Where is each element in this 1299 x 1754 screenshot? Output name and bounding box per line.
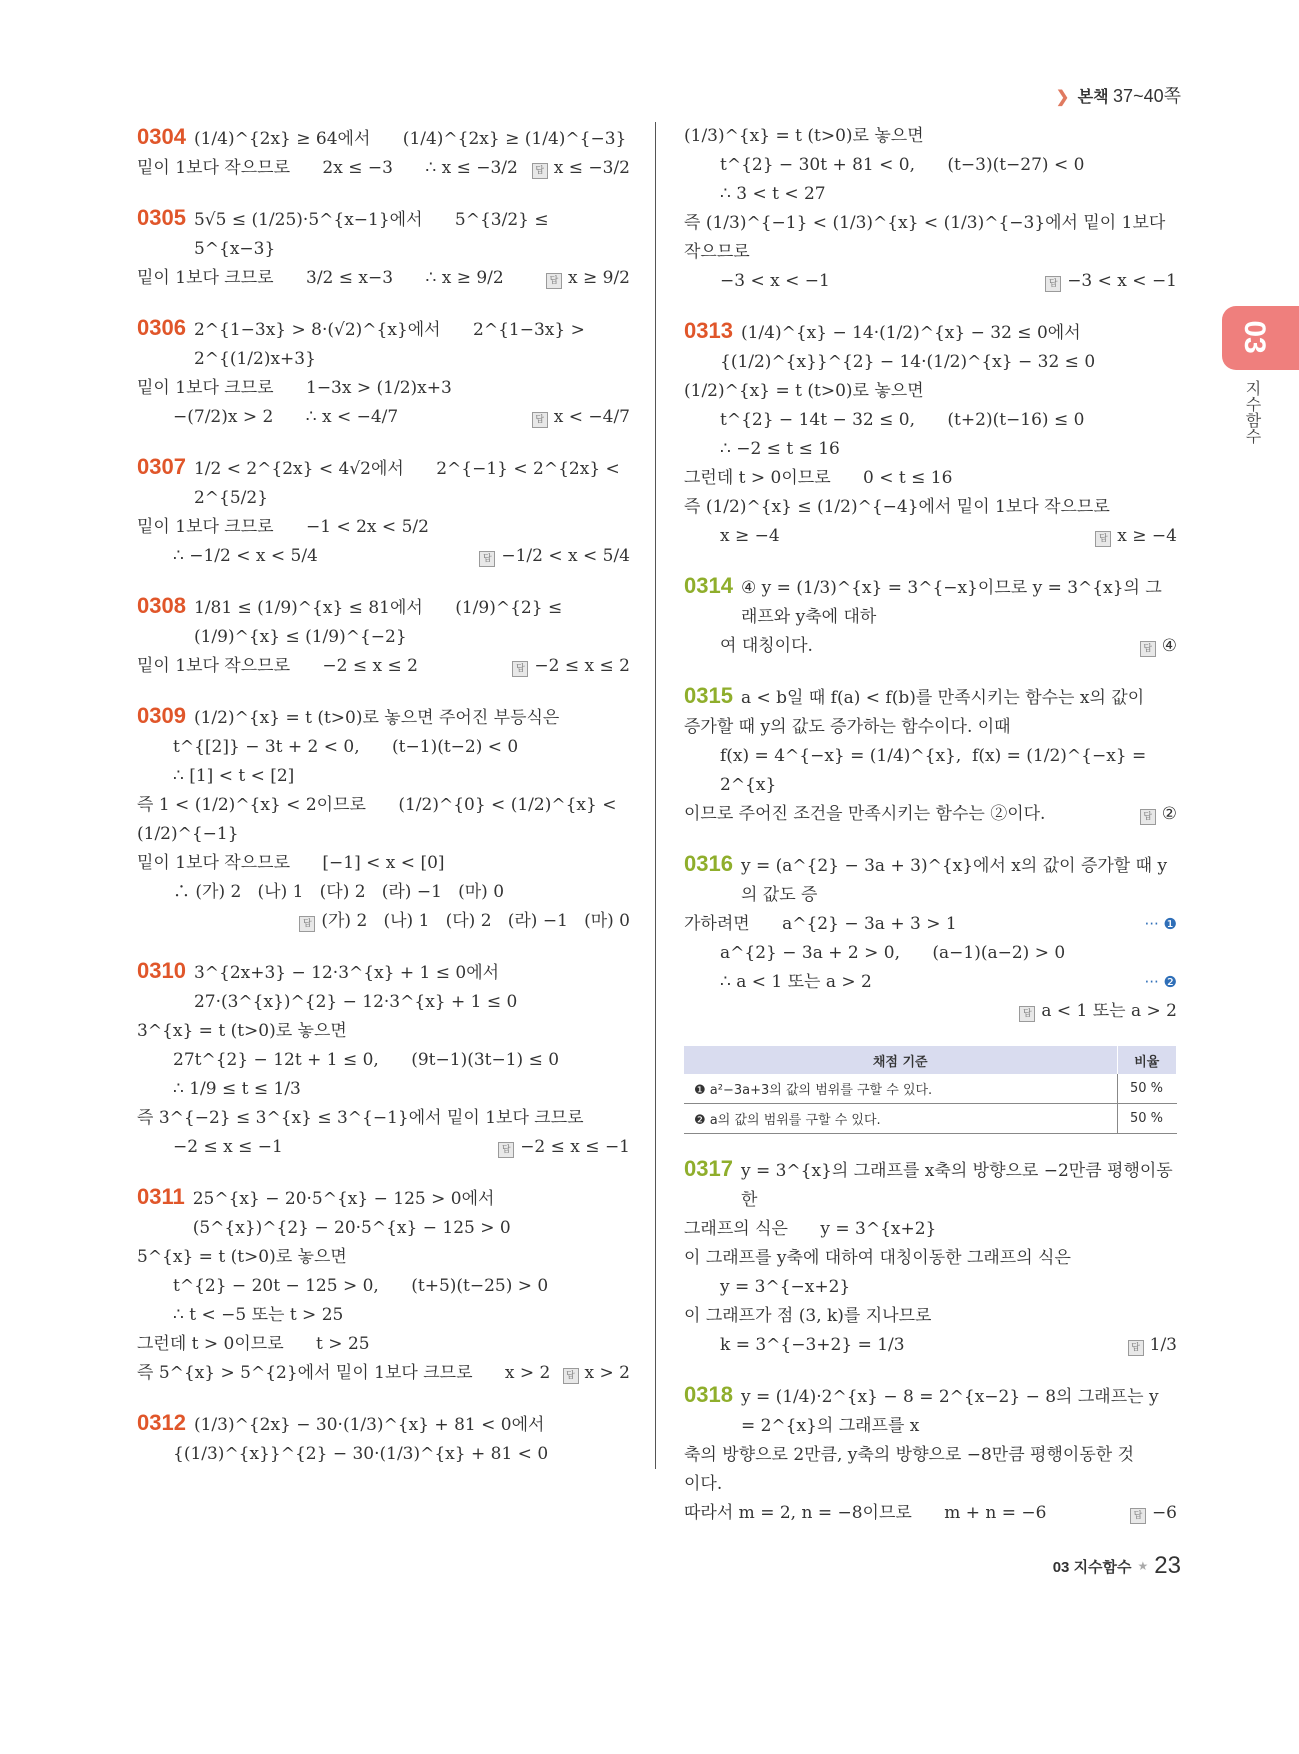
solution-text: y = 3^{−x+2}: [720, 1277, 851, 1297]
problem-number: 0307: [137, 454, 186, 479]
solution-text: (1/2)^{x} = t (t>0)로 놓으면: [684, 381, 924, 401]
solution-line: [684, 968, 1177, 997]
problem-0314: [684, 571, 1177, 661]
answer-icon: 답: [1045, 276, 1061, 292]
solution-line: [137, 1133, 630, 1162]
solution-line: [684, 1302, 1177, 1331]
solution-line: [137, 264, 630, 293]
answer: [532, 154, 630, 183]
solution-line: [137, 1075, 630, 1104]
solution-text: 27t^{2} − 12t + 1 ≤ 0, (9t−1)(3t−1) ≤ 0: [173, 1050, 560, 1070]
solution-text: 3^{2x+3} − 12·3^{x} + 1 ≤ 0에서 27·(3^{x})^{2} − 12·3^{x} + 1 ≤ 0: [193, 963, 532, 1012]
solution-line: [684, 1470, 1177, 1499]
answer-icon: 답: [1128, 1340, 1144, 1356]
answer-icon: 답: [1140, 809, 1156, 825]
problem-0309: [137, 701, 630, 936]
solution-line: [684, 1244, 1177, 1273]
answer-icon: 답: [532, 163, 548, 179]
ratio-header: 비율: [1117, 1046, 1177, 1074]
solution-text: 밑이 1보다 크므로 −1 < 2x < 5/2: [137, 517, 429, 537]
criterion-cell: ❷ a의 값의 범위를 구할 수 있다.: [684, 1104, 1117, 1134]
solution-text: 즉 (1/3)^{−1} < (1/3)^{x} < (1/3)^{−3}에서 밑이 1보다 작으므로: [684, 213, 1171, 262]
problem-number: 0315: [684, 683, 733, 708]
answer-icon: 답: [1130, 1508, 1146, 1524]
solution-text: 이 그래프를 y축에 대하여 대칭이동한 그래프의 식은: [684, 1248, 1071, 1268]
solution-text: 축의 방향으로 2만큼, y축의 방향으로 −8만큼 평행이동한 것: [684, 1445, 1134, 1465]
solution-line: [684, 939, 1177, 968]
solution-line: [137, 1272, 630, 1301]
footer-chapter: 03 지수함수: [1052, 1558, 1132, 1576]
solution-text: t^{2} − 20t − 125 > 0, (t+5)(t−25) > 0: [173, 1276, 549, 1296]
answer-text: 1/3: [1149, 1335, 1177, 1355]
solution-text: 그런데 t > 0이므로 t > 25: [137, 1334, 370, 1354]
solution-line: [684, 1154, 1177, 1215]
answer-text: x ≥ 9/2: [568, 268, 630, 288]
problem-0317: [684, 1154, 1177, 1360]
problem-number: 0318: [684, 1382, 733, 1407]
solution-text: x ≥ −4: [720, 526, 780, 546]
solution-line: [684, 1273, 1177, 1302]
solution-line: [684, 151, 1177, 180]
answer: [1130, 1499, 1177, 1528]
solution-line: [684, 800, 1177, 829]
answer-text: −6: [1151, 1503, 1177, 1523]
solution-text: 2^{1−3x} > 8·(√2)^{x}에서 2^{1−3x} > 2^{(1/2)x+3}: [193, 320, 591, 369]
solution-text: {(1/2)^{x}}^{2} − 14·(1/2)^{x} − 32 ≤ 0: [720, 352, 1096, 372]
solution-text: 5^{x} = t (t>0)로 놓으면: [137, 1247, 347, 1267]
answer: [1045, 267, 1177, 296]
answer: [1140, 632, 1177, 661]
left-column: [137, 122, 656, 1469]
solution-text: ∴ (가) 2 (나) 1 (다) 2 (라) −1 (마) 0: [173, 882, 505, 902]
problem-number: 0304: [137, 124, 186, 149]
problem-0316: [684, 849, 1177, 1026]
solution-line: [137, 733, 630, 762]
solution-text: (1/4)^{2x} ≥ 64에서 (1/4)^{2x} ≥ (1/4)^{−3}: [193, 129, 627, 149]
chapter-tab-number: 03: [1238, 320, 1271, 354]
solution-line: [137, 542, 630, 571]
solution-line: [137, 591, 630, 652]
grading-table-row: [684, 1104, 1177, 1134]
solution-line: [684, 348, 1177, 377]
step-marker: ··· ❶: [1144, 915, 1177, 933]
solution-line: [137, 203, 630, 264]
solution-text: 증가할 때 y의 값도 증가하는 함수이다. 이때: [684, 717, 1011, 737]
answer-text: ②: [1161, 804, 1177, 824]
solution-line: [684, 522, 1177, 551]
grading-table-header: [684, 1046, 1177, 1074]
problem-number: 0316: [684, 851, 733, 876]
solution-text: a^{2} − 3a + 2 > 0, (a−1)(a−2) > 0: [720, 943, 1066, 963]
problem-number: 0309: [137, 703, 186, 728]
solution-text: ∴ 1/9 ≤ t ≤ 1/3: [173, 1079, 301, 1099]
solution-text: 가하려면 a^{2} − 3a + 3 > 1: [684, 914, 957, 934]
solution-line: [137, 1359, 630, 1388]
answer-icon: 답: [1019, 1006, 1035, 1022]
problem-number: 0305: [137, 205, 186, 230]
solution-line: [684, 406, 1177, 435]
problem-number: 0317: [684, 1156, 733, 1181]
answer: [498, 1133, 630, 1162]
problem-number: 0311: [137, 1184, 185, 1209]
problem-0307: [137, 452, 630, 571]
solution-text: (1/2)^{x} = t (t>0)로 놓으면 주어진 부등식은: [193, 708, 560, 728]
solution-text: f(x) = 4^{−x} = (1/4)^{x}, f(x) = (1/2)^{−x} = 2^{x}: [720, 746, 1152, 795]
answer-icon: 답: [532, 412, 548, 428]
solution-line: [684, 1215, 1177, 1244]
chevron-right-icon: ❯: [1055, 89, 1070, 106]
solution-text: 밑이 1보다 작으므로 −2 ≤ x ≤ 2: [137, 656, 418, 676]
solution-line: [684, 316, 1177, 348]
answer: [479, 542, 630, 571]
answer-text: x ≤ −3/2: [553, 158, 630, 178]
solution-line: [137, 1243, 630, 1272]
answer: [1140, 800, 1177, 829]
solution-text: 25^{x} − 20·5^{x} − 125 > 0에서 (5^{x})^{2} − 20·5^{x} − 125 > 0: [192, 1189, 527, 1238]
problem-0308: [137, 591, 630, 681]
problem-number: 0312: [137, 1410, 186, 1435]
solution-line: [684, 435, 1177, 464]
problem-number: 0310: [137, 958, 186, 983]
solution-line: [137, 403, 630, 432]
solution-text: 따라서 m = 2, n = −8이므로 m + n = −6: [684, 1503, 1047, 1523]
solution-line: [684, 1441, 1177, 1470]
solution-text: t^{2} − 14t − 32 ≤ 0, (t+2)(t−16) ≤ 0: [720, 410, 1085, 430]
criterion-header: 채점 기준: [684, 1046, 1117, 1074]
problem-0304: [137, 122, 630, 183]
problem-continued: [684, 122, 1177, 296]
solution-line: [684, 122, 1177, 151]
solution-text: 즉 1 < (1/2)^{x} < 2이므로 (1/2)^{0} < (1/2)^{x} < (1/2)^{−1}: [137, 795, 622, 844]
problem-0315: [684, 681, 1177, 829]
solution-text: ∴ [1] < t < [2]: [173, 766, 295, 786]
solution-line: [137, 849, 630, 878]
problem-0312: [137, 1408, 630, 1469]
solution-text: (1/3)^{2x} − 30·(1/3)^{x} + 81 < 0에서: [193, 1415, 545, 1435]
solution-line: [137, 1408, 630, 1440]
problem-number: 0313: [684, 318, 733, 343]
solution-line: [137, 1182, 630, 1243]
solution-line: [137, 907, 630, 936]
solution-text: 밑이 1보다 크므로 3/2 ≤ x−3 ∴ x ≥ 9/2: [137, 268, 504, 288]
solution-line: [684, 1499, 1177, 1528]
answer: [299, 907, 630, 936]
problem-0306: [137, 313, 630, 432]
problem-number: 0314: [684, 573, 733, 598]
answer: [512, 652, 630, 681]
solution-text: 밑이 1보다 크므로 1−3x > (1/2)x+3: [137, 378, 452, 398]
solution-line: [684, 180, 1177, 209]
answer: [546, 264, 630, 293]
solution-line: [684, 377, 1177, 406]
solution-text: 이므로 주어진 조건을 만족시키는 함수는 ②이다.: [684, 804, 1046, 824]
solution-text: 밑이 1보다 작으므로 2x ≤ −3 ∴ x ≤ −3/2: [137, 158, 518, 178]
solution-text: {(1/3)^{x}}^{2} − 30·(1/3)^{x} + 81 < 0: [173, 1444, 549, 1464]
solution-text: ∴ a < 1 또는 a > 2: [720, 972, 872, 992]
solution-line: [684, 267, 1177, 296]
solution-text: t^{[2]} − 3t + 2 < 0, (t−1)(t−2) < 0: [173, 737, 519, 757]
solution-line: [137, 154, 630, 183]
solution-line: [137, 956, 630, 1017]
solution-text: y = (a^{2} − 3a + 3)^{x}에서 x의 값이 증가할 때 y의 값도 증: [740, 856, 1168, 905]
answer-text: −2 ≤ x ≤ 2: [534, 656, 630, 676]
solution-text: 밑이 1보다 작으므로 [−1] < x < [0]: [137, 853, 445, 873]
reference-pages: 37~40쪽: [1113, 86, 1181, 106]
solution-text: −2 ≤ x ≤ −1: [173, 1137, 283, 1157]
solution-text: 1/2 < 2^{2x} < 4√2에서 2^{−1} < 2^{2x} < 2^{5/2}: [193, 459, 626, 508]
solution-text: 즉 3^{−2} ≤ 3^{x} ≤ 3^{−1}에서 밑이 1보다 크므로: [137, 1108, 584, 1128]
answer-text: −2 ≤ x ≤ −1: [520, 1137, 630, 1157]
problem-0311: [137, 1182, 630, 1388]
answer-icon: 답: [299, 916, 315, 932]
answer-text: (가) 2 (나) 1 (다) 2 (라) −1 (마) 0: [321, 911, 630, 931]
right-column: [656, 122, 1177, 1528]
solution-line: [684, 681, 1177, 713]
chapter-tab-title: 지수함수: [1243, 380, 1260, 444]
star-icon: ★: [1137, 1559, 1149, 1573]
problem-0313: [684, 316, 1177, 551]
solution-line: [684, 493, 1177, 522]
solution-line: [684, 1380, 1177, 1441]
answer-text: x < −4/7: [553, 407, 630, 427]
answer-icon: 답: [563, 1368, 579, 1384]
solution-line: [684, 464, 1177, 493]
solution-line: [137, 652, 630, 681]
solution-line: [684, 910, 1177, 939]
answer-icon: 답: [546, 273, 562, 289]
solution-text: −3 < x < −1: [720, 271, 830, 291]
page-number: 23: [1154, 1552, 1181, 1579]
solution-text: k = 3^{−3+2} = 1/3: [720, 1335, 905, 1355]
answer-icon: 답: [498, 1142, 514, 1158]
solution-line: [137, 374, 630, 403]
answer: [532, 403, 630, 432]
answer-text: −1/2 < x < 5/4: [501, 546, 630, 566]
solution-text: 이다.: [684, 1474, 723, 1494]
answer-icon: 답: [1095, 531, 1111, 547]
solution-text: 여 대칭이다.: [720, 636, 813, 656]
solution-text: 이 그래프가 점 (3, k)를 지나므로: [684, 1306, 932, 1326]
answer: [1095, 522, 1177, 551]
answer-text: −3 < x < −1: [1067, 271, 1177, 291]
answer-text: a < 1 또는 a > 2: [1041, 1001, 1177, 1021]
reference-label: 본책: [1077, 89, 1109, 106]
problem-number: 0308: [137, 593, 186, 618]
grading-table-row: [684, 1074, 1177, 1104]
solution-text: a < b일 때 f(a) < f(b)를 만족시키는 함수는 x의 값이: [740, 688, 1145, 708]
grading-table: [684, 1046, 1177, 1134]
answer-text: x ≥ −4: [1117, 526, 1177, 546]
answer: [1128, 1331, 1177, 1360]
solution-text: 그래프의 식은 y = 3^{x+2}: [684, 1219, 937, 1239]
solution-line: [684, 997, 1177, 1026]
solution-text: ∴ t < −5 또는 t > 25: [173, 1305, 344, 1325]
solution-line: [684, 1331, 1177, 1360]
answer-icon: 답: [512, 661, 528, 677]
solution-line: [137, 791, 630, 849]
solution-text: 3^{x} = t (t>0)로 놓으면: [137, 1021, 347, 1041]
solution-text: t^{2} − 30t + 81 < 0, (t−3)(t−27) < 0: [720, 155, 1085, 175]
solution-line: [137, 701, 630, 733]
solution-line: [684, 571, 1177, 632]
solution-text: 5√5 ≤ (1/25)·5^{x−1}에서 5^{3/2} ≤ 5^{x−3}: [193, 210, 555, 259]
solution-line: [137, 1017, 630, 1046]
solution-text: 즉 5^{x} > 5^{2}에서 밑이 1보다 크므로 x > 2: [137, 1363, 551, 1383]
solution-text: y = (1/4)·2^{x} − 8 = 2^{x−2} − 8의 그래프는 y = 2^{x}의 그래프를 x: [740, 1387, 1164, 1436]
solution-line: [137, 1301, 630, 1330]
solution-text: ∴ −1/2 < x < 5/4: [173, 546, 318, 566]
answer-icon: 답: [1140, 641, 1156, 657]
answer-text: ④: [1161, 636, 1177, 656]
answer: [563, 1359, 630, 1388]
solution-text: (1/4)^{x} − 14·(1/2)^{x} − 32 ≤ 0에서: [740, 323, 1081, 343]
solution-line: [137, 122, 630, 154]
problem-0305: [137, 203, 630, 293]
answer-text: x > 2: [584, 1363, 630, 1383]
answer-icon: 답: [479, 551, 495, 567]
solution-text: y = 3^{x}의 그래프를 x축의 방향으로 −2만큼 평행이동한: [740, 1161, 1173, 1210]
solution-line: [137, 762, 630, 791]
ratio-cell: 50 %: [1117, 1104, 1177, 1134]
solution-line: [137, 1440, 630, 1469]
solution-text: 즉 (1/2)^{x} ≤ (1/2)^{−4}에서 밑이 1보다 작으므로: [684, 497, 1110, 517]
solution-text: 그런데 t > 0이므로 0 < t ≤ 16: [684, 468, 953, 488]
solution-text: ④ y = (1/3)^{x} = 3^{−x}이므로 y = 3^{x}의 그래프와 y축에 대하: [740, 578, 1162, 627]
solution-line: [684, 632, 1177, 661]
solution-line: [684, 209, 1177, 267]
solution-line: [137, 452, 630, 513]
solution-text: −(7/2)x > 2 ∴ x < −4/7: [173, 407, 399, 427]
solution-line: [137, 513, 630, 542]
problem-0318: [684, 1380, 1177, 1528]
solution-text: ∴ −2 ≤ t ≤ 16: [720, 439, 840, 459]
solution-line: [137, 878, 630, 907]
page-footer: [0, 1528, 1299, 1610]
solution-line: [684, 713, 1177, 742]
step-marker: ··· ❷: [1144, 973, 1177, 991]
criterion-cell: ❶ a²−3a+3의 값의 범위를 구할 수 있다.: [684, 1074, 1117, 1104]
problem-0310: [137, 956, 630, 1162]
solution-line: [137, 1046, 630, 1075]
solution-line: [137, 1330, 630, 1359]
solution-line: [684, 742, 1177, 800]
answer: [1019, 997, 1177, 1026]
solution-line: [137, 313, 630, 374]
solution-line: [684, 849, 1177, 910]
problem-number: 0306: [137, 315, 186, 340]
solution-text: (1/3)^{x} = t (t>0)로 놓으면: [684, 126, 924, 146]
ratio-cell: 50 %: [1117, 1074, 1177, 1104]
solution-text: 1/81 ≤ (1/9)^{x} ≤ 81에서 (1/9)^{2} ≤ (1/9)^{x} ≤ (1/9)^{−2}: [193, 598, 568, 647]
solution-text: ∴ 3 < t < 27: [720, 184, 826, 204]
solution-line: [137, 1104, 630, 1133]
